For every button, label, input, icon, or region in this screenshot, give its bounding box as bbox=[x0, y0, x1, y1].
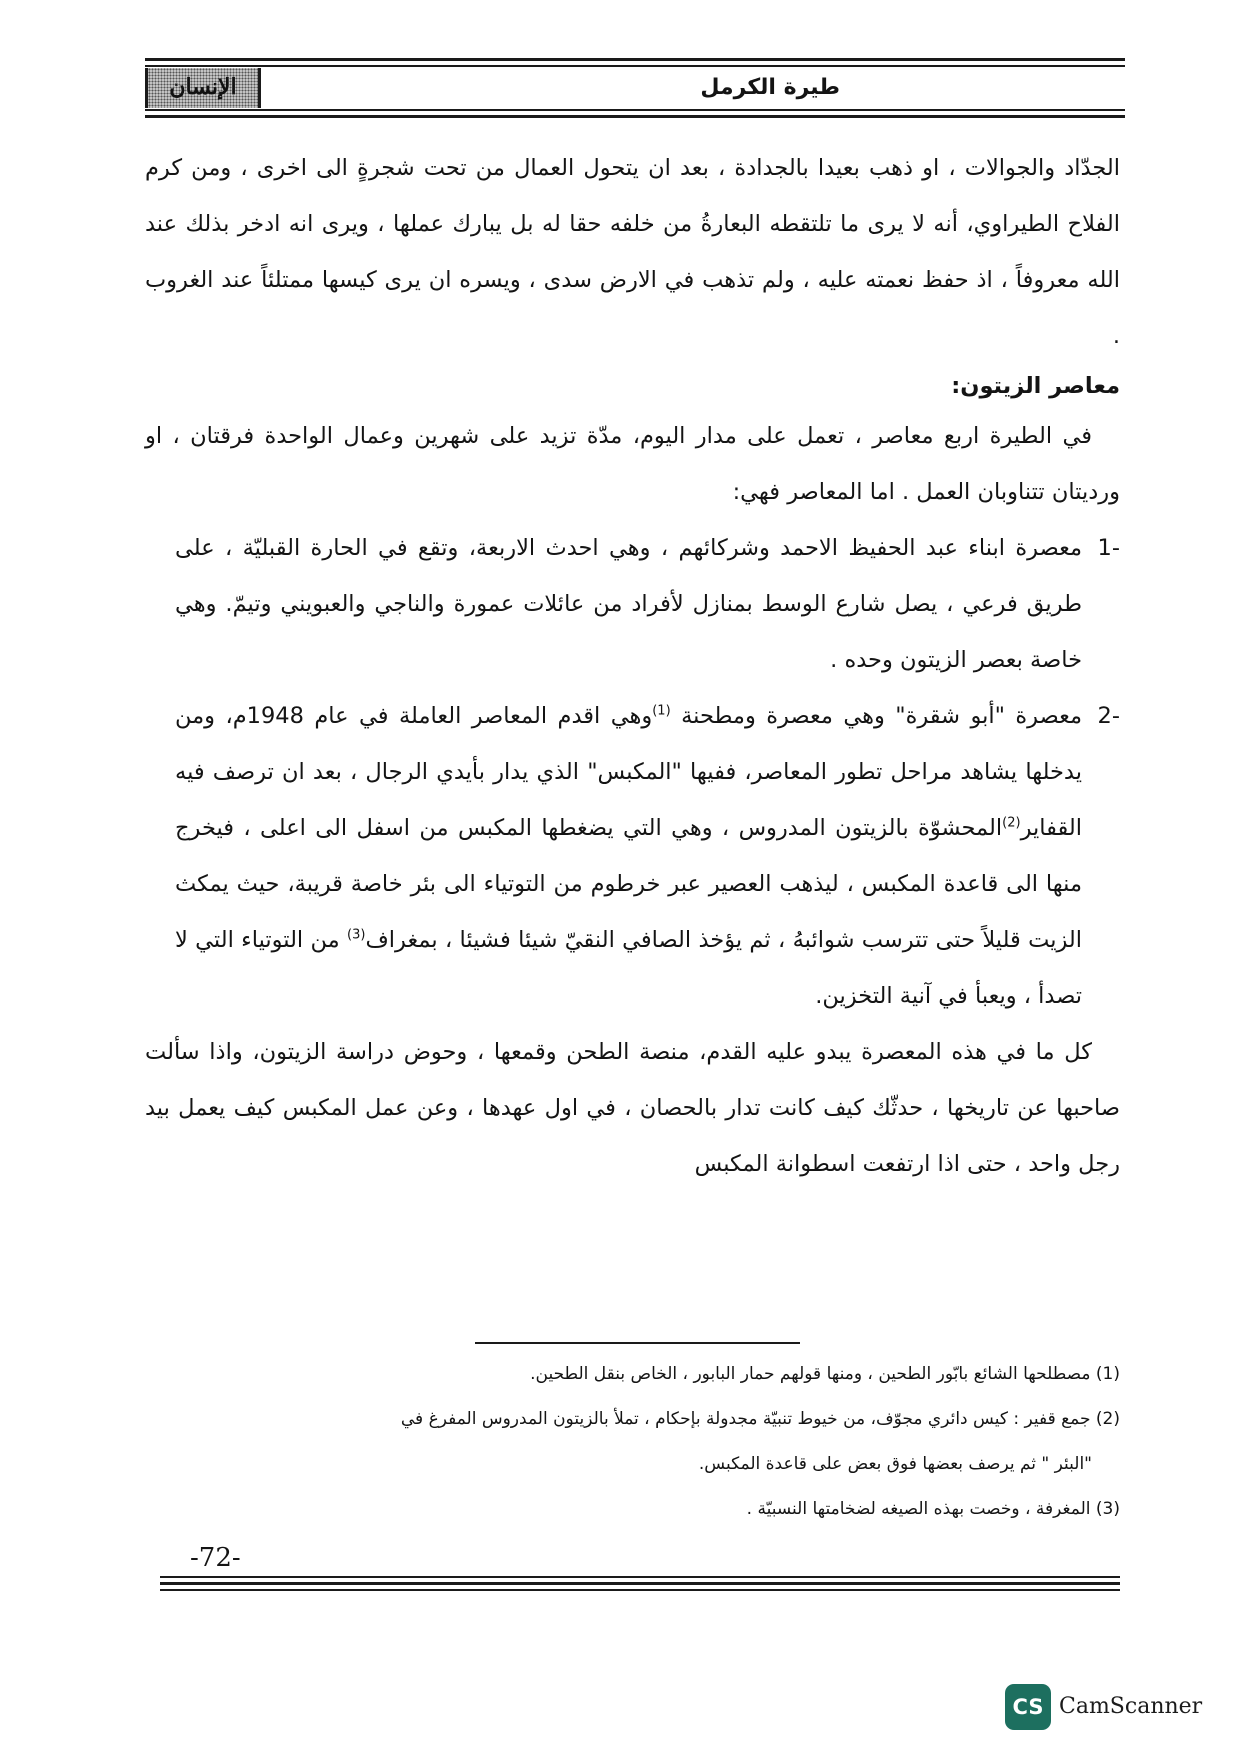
header-logo-text: الإنسان bbox=[169, 74, 237, 100]
footnote: (1) مصطلحها الشائع بابّور الطحين ، ومنها قولهم حمار البابور ، الخاص بنقل الطحين. bbox=[530, 1364, 1120, 1384]
footer-rule bbox=[160, 1576, 1120, 1578]
section-heading: معاصر الزيتون: bbox=[951, 373, 1120, 399]
paragraph: كل ما في هذه المعصرة يبدو عليه القدم، منصة الطحن وقمعها ، وحوض دراسة الزيتون، واذا سألت صاحبها عن تاريخها ، حدثّك كيف كانت تدار بالحصان ، في اول عهدها ، وعن عمل المكبس كيف يعمل بيد رجل واحد ، حتى اذا ارتفعت اسطوانة المكبس bbox=[145, 1039, 1120, 1177]
list-item bbox=[145, 688, 1120, 1024]
running-header bbox=[145, 52, 1125, 122]
footnote-ref[interactable]: (3) bbox=[347, 927, 366, 943]
header-title: طيرة الكرمل bbox=[570, 72, 840, 104]
footnote-ref[interactable]: (2) bbox=[1002, 815, 1021, 831]
header-rule bbox=[145, 109, 1125, 111]
header-logo bbox=[145, 68, 261, 108]
footnote-separator bbox=[475, 1342, 800, 1344]
footnote: (2) جمع قفير : كيس دائري مجوّف، من خيوط تنبيّة مجدولة بإحكام ، تملأ بالزيتون المدروس المفرغ في bbox=[400, 1409, 1120, 1429]
footer-rule bbox=[160, 1589, 1120, 1591]
scanner-watermark bbox=[1005, 1682, 1225, 1732]
camscanner-logo-icon: CS bbox=[1005, 1684, 1051, 1730]
footer-rule bbox=[160, 1582, 1120, 1585]
camscanner-text: CamScanner bbox=[1059, 1694, 1203, 1719]
list-item bbox=[145, 520, 1120, 688]
text-run: من التوتياء التي لا تصدأ ، ويعبأ في آنية التخزين. bbox=[175, 927, 1082, 1009]
text-run: وهي اقدم المعاصر العاملة في عام 1948م، ومن يدخلها يشاهد مراحل تطور المعاصر، ففيها "المكبس" الذي يدار بأيدي الرجال ، بعد ان ترصف فيه القفاير bbox=[175, 703, 1082, 841]
paragraph: الجدّاد والجوالات ، او ذهب بعيدا بالجدادة ، بعد ان يتحول العمال من تحت شجرةٍ الى اخرى ، ومن كرم الفلاح الطيراوي، أنه لا يرى ما تلتقطه البعارةُ من خلفه حقا له بل يبارك عملها ، ويرى انه ادخر بذلك عند الله معروفاً ، اذ حفظ نعمته عليه ، ولم تذهب في الارض سدى ، ويسره ان يرى كيسها ممتلئاً عند الغروب . bbox=[145, 155, 1120, 349]
list-item-text bbox=[145, 688, 1082, 1024]
text-run: المحشوّة بالزيتون المدروس ، وهي التي يضغطها المكبس من اسفل الى اعلى ، فيخرج منها الى قاعدة المكبس ، ليذهب العصير عبر خرطوم من التوتياء الى بئر خاصة قريبة، حيث يمكث الزيت قليلاً حتى تترسب شوائبهُ ، ثم يؤخذ الصافي النقيّ شيئا فشيئا ، بمغراف bbox=[175, 815, 1082, 953]
header-rule bbox=[145, 58, 1125, 61]
header-rule bbox=[145, 115, 1125, 118]
footnote: (3) المغرفة ، وخصت بهذه الصيغه لضخامتها النسبيّة . bbox=[746, 1499, 1120, 1519]
list-item-number: -2 bbox=[1097, 703, 1120, 729]
list-item-number: -1 bbox=[1097, 535, 1120, 561]
page-number: -72- bbox=[190, 1543, 241, 1573]
list-item-text: معصرة ابناء عبد الحفيظ الاحمد وشركائهم ، وهي احدث الاربعة، وتقع في الحارة القبليّة ، على طريق فرعي ، يصل شارع الوسط بمنازل لأفراد من عائلات عمورة والناجي والعبويني وتيمّ. وهي خاصة بعصر الزيتون وحده . bbox=[175, 535, 1082, 673]
header-rule bbox=[145, 65, 1125, 67]
paragraph: في الطيرة اربع معاصر ، تعمل على مدار اليوم، مدّة تزيد على شهرين وعمال الواحدة فرقتان ، او ورديتان تتناوبان العمل . اما المعاصر فهي: bbox=[145, 423, 1120, 505]
footnote-continuation: "البئر " ثم يرصف بعضها فوق بعض على قاعدة المكبس. bbox=[698, 1454, 1092, 1474]
footnotes bbox=[145, 1352, 1120, 1532]
footnote-ref[interactable]: (1) bbox=[652, 703, 671, 719]
text-run: معصرة "أبو شقرة" وهي معصرة ومطحنة bbox=[670, 703, 1082, 729]
body-text bbox=[145, 140, 1120, 1192]
